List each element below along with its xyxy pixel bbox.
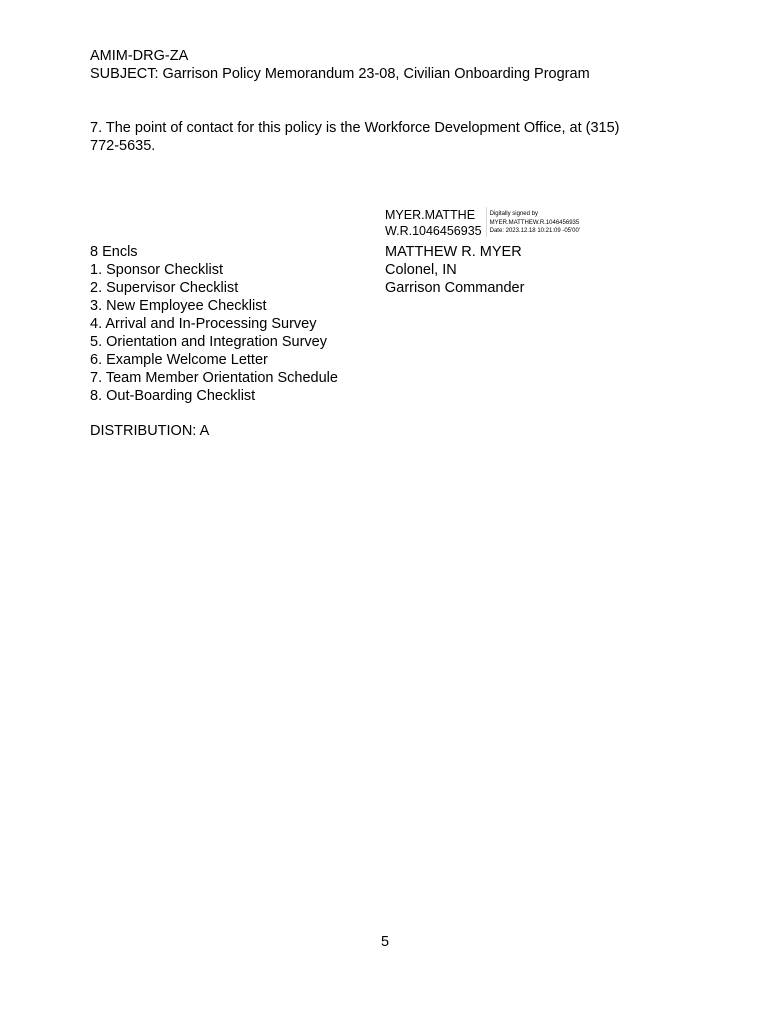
memo-subject: SUBJECT: Garrison Policy Memorandum 23-08, Civilian Onboarding Program: [90, 66, 590, 82]
enclosure-item: 2. Supervisor Checklist: [90, 280, 239, 296]
enclosure-item: 7. Team Member Orientation Schedule: [90, 370, 338, 386]
signature-name-line-2: W.R.1046456935: [385, 224, 482, 238]
digital-signature-name: [385, 207, 482, 239]
enclosure-list: [90, 243, 338, 405]
signature-name-line-1: MYER.MATTHE: [385, 208, 476, 222]
digital-signature-details: [490, 207, 580, 236]
page-number: 5: [380, 934, 390, 950]
signature-divider: [486, 207, 487, 237]
signature-meta-line-3: Date: 2023.12.18 10:21:09 -05'00': [489, 228, 580, 234]
point-of-contact-paragraph: 7. The point of contact for this policy is the Workforce Development Office, at (315) 772-5635.: [90, 120, 620, 154]
office-symbol: AMIM-DRG-ZA: [90, 48, 189, 64]
signer-name: MATTHEW R. MYER: [385, 244, 522, 260]
enclosure-item: 6. Example Welcome Letter: [90, 352, 268, 368]
digital-signature-block[interactable]: [385, 207, 580, 239]
enclosure-item: 4. Arrival and In-Processing Survey: [90, 316, 317, 332]
enclosure-heading: 8 Encls: [90, 244, 138, 260]
signer-title: Garrison Commander: [385, 280, 525, 296]
signature-meta-line-2: MYER.MATTHEW.R.1046456935: [489, 219, 580, 226]
enclosure-item: 3. New Employee Checklist: [90, 298, 267, 314]
enclosure-item: 5. Orientation and Integration Survey: [90, 334, 327, 350]
enclosure-item: 1. Sponsor Checklist: [90, 262, 223, 278]
signature-block: [385, 243, 524, 297]
signer-rank: Colonel, IN: [385, 262, 457, 278]
enclosure-item: 8. Out-Boarding Checklist: [90, 388, 256, 404]
signature-meta-line-1: Digitally signed by: [489, 211, 538, 217]
distribution-line: DISTRIBUTION: A: [90, 423, 210, 439]
